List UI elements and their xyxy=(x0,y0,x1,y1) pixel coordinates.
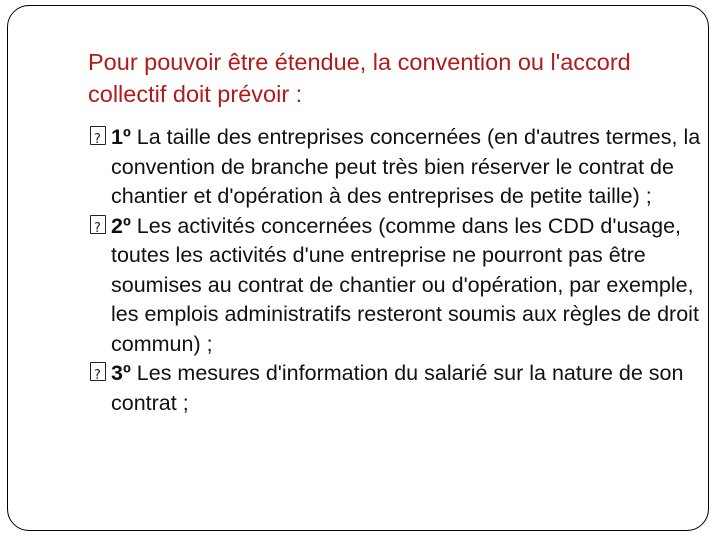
missing-glyph-icon xyxy=(90,126,106,145)
item-text: La taille des entreprises concernées (en d'autres termes, la convention de branche peut très bien réserver le contrat de chantier et d'opération à des entreprises de petite taille) ; xyxy=(111,125,701,208)
item-text: Les activités concernées (comme dans les CDD d'usage, toutes les activités d'une entreprise ne pourront pas être soumises au contrat de chantier ou d'opération, par exemple, les emplois administratifs resteront soumis aux règles de droit commun) ; xyxy=(111,213,699,356)
list-item xyxy=(92,359,702,418)
bullet-list xyxy=(92,123,702,418)
slide-frame xyxy=(7,5,709,531)
item-number: 2º xyxy=(111,213,131,238)
missing-glyph-icon xyxy=(90,215,106,234)
missing-glyph-icon xyxy=(90,362,106,381)
list-item xyxy=(92,212,702,360)
slide-title: Pour pouvoir être étendue, la convention ou l'accord collectif doit prévoir : xyxy=(88,49,631,107)
item-number: 3º xyxy=(111,361,131,385)
item-number: 1º xyxy=(111,125,131,149)
list-item xyxy=(92,123,702,212)
item-text: Les mesures d'information du salarié sur la nature de son contrat ; xyxy=(111,361,684,415)
